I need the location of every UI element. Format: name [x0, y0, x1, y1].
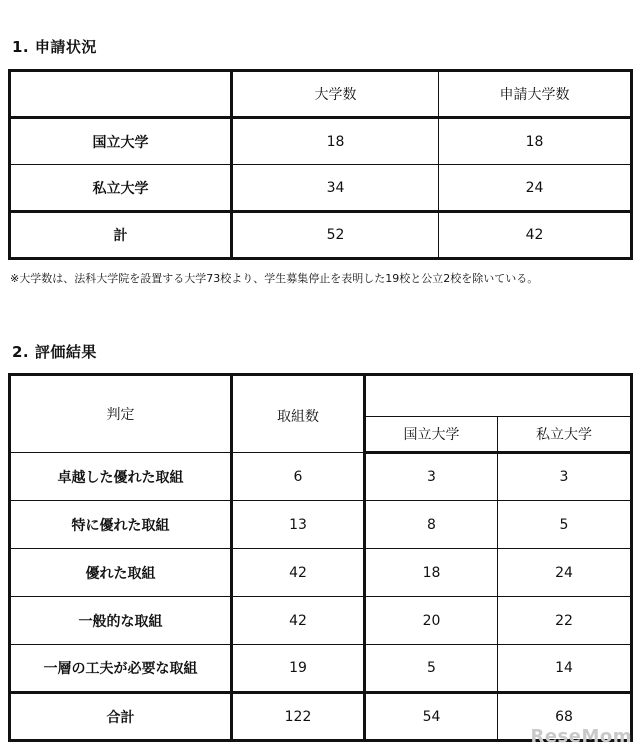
- cell-applied: 18: [439, 118, 632, 165]
- cell-private: 14: [498, 645, 632, 693]
- table-row: [10, 453, 632, 501]
- cell-count: 42: [232, 597, 365, 645]
- header-university-count: 大学数: [232, 71, 439, 118]
- cell-national: 18: [365, 549, 498, 597]
- footnote: ※大学数は、法科大学院を設置する大学73校より、学生募集停止を表明した19校と公立2校を除いている。: [10, 272, 539, 285]
- cell-applied: 24: [439, 165, 632, 212]
- row-label: 私立大学: [10, 165, 232, 212]
- table-row: [10, 597, 632, 645]
- total-label: 合計: [10, 693, 232, 741]
- header-blank: [10, 71, 232, 118]
- row-label: 一層の工夫が必要な取組: [10, 645, 232, 693]
- cell-national: 20: [365, 597, 498, 645]
- evaluation-results-table: [8, 373, 633, 742]
- section2-heading: 2. 評価結果: [12, 343, 97, 361]
- table-row: [10, 549, 632, 597]
- total-national: 54: [365, 693, 498, 741]
- total-label: 計: [10, 212, 232, 259]
- cell-count: 6: [232, 453, 365, 501]
- row-label: 卓越した優れた取組: [10, 453, 232, 501]
- header-national: 国立大学: [365, 417, 498, 453]
- total-count: 122: [232, 693, 365, 741]
- header-judgment: 判定: [10, 375, 232, 453]
- table-row: [10, 645, 632, 693]
- header-blank: [365, 375, 632, 417]
- row-label: 一般的な取組: [10, 597, 232, 645]
- cell-private: 5: [498, 501, 632, 549]
- cell-count: 13: [232, 501, 365, 549]
- row-label: 特に優れた取組: [10, 501, 232, 549]
- total-row: [10, 212, 632, 259]
- table-row: [10, 501, 632, 549]
- row-label: 優れた取組: [10, 549, 232, 597]
- cell-private: 3: [498, 453, 632, 501]
- table-header-row: [10, 71, 632, 118]
- section1-heading: 1. 申請状況: [12, 38, 97, 56]
- cell-national: 5: [365, 645, 498, 693]
- header-private: 私立大学: [498, 417, 632, 453]
- total-applied: 42: [439, 212, 632, 259]
- total-private: 68: [498, 693, 632, 741]
- resemom-watermark: ReseMom: [530, 726, 632, 747]
- total-count: 52: [232, 212, 439, 259]
- cell-private: 24: [498, 549, 632, 597]
- cell-count: 18: [232, 118, 439, 165]
- header-count: 取組数: [232, 375, 365, 453]
- application-status-table: [8, 69, 633, 260]
- cell-count: 42: [232, 549, 365, 597]
- cell-national: 3: [365, 453, 498, 501]
- cell-private: 22: [498, 597, 632, 645]
- cell-count: 34: [232, 165, 439, 212]
- header-applied-count: 申請大学数: [439, 71, 632, 118]
- row-label: 国立大学: [10, 118, 232, 165]
- cell-national: 8: [365, 501, 498, 549]
- table-header-row: [10, 375, 632, 417]
- cell-count: 19: [232, 645, 365, 693]
- table-row: [10, 118, 632, 165]
- table-row: [10, 165, 632, 212]
